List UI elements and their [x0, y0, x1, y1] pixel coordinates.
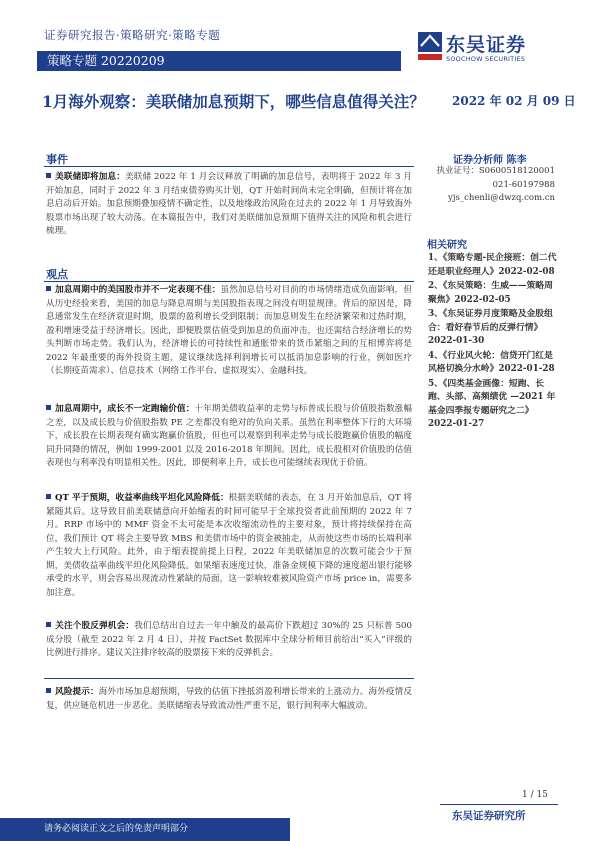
- view-paragraph-1: [46, 284, 412, 379]
- related-item-4[interactable]: 4、《行业风火轮：信贷开门红是风格切换分水岭》2022-01-28: [428, 350, 555, 374]
- disclaimer-bar: 请务必阅读正文之后的免责声明部分: [0, 818, 290, 841]
- report-series-bar: 策略专题 20220209: [37, 51, 401, 71]
- view-paragraph-3: [46, 492, 412, 600]
- bullet-icon: [46, 173, 51, 178]
- related-item-2[interactable]: 2、《东吴策略：生威——策略周聚焦》2022-02-05: [428, 281, 553, 305]
- event-lead: 美联储即将加息：: [55, 172, 125, 182]
- section-label-event: 事件: [46, 153, 68, 166]
- view-lead: 加息周期中，成长不一定跑输价值：: [55, 404, 195, 414]
- view-paragraph-4: [46, 620, 412, 661]
- bullet-icon: [46, 688, 51, 693]
- view-body: 虽然加息信号对目前的市场情绪造成负面影响，但从历史经验来看，美国的加息与降息周期与美国股指表现之间没有明显规律。背后的原因是，降息通常发生在经济衰退时期，股票的盈利增长受到限制；而加息则发生在经济繁荣和过热时期，盈利增速受益于经济增长。因此，即便股票估值受到加息的负面冲击，也还需结合经济增长的势头判断市场走势。我们认为，经济增长的可持续性和通胀带来的货币紧缩之间的互相博弈将是 2022 年最重要的海外投资主题，建议继续选择利润增长可以抵消加息影响的行业，例如医疗（长期疫苗需求）、信息技术（网络工作平台、虚拟现实）、金融科技。: [46, 285, 412, 376]
- view-lead: 关注个股反弹机会：: [55, 621, 135, 631]
- analyst-email: yjs_chenli@dwzq.com.cn: [448, 193, 555, 203]
- analyst-contact: [405, 165, 555, 206]
- view-paragraph-2: [46, 403, 412, 471]
- section-label-views: 观点: [46, 268, 68, 281]
- view-body: 十年期美债收益率的走势与标普成长股与价值股指数涨幅之差，以及成长股与价值股指数 PE 之差都没有绝对的负向关系。虽然在利率整体下行的大环境下，成长股在长期表现有确实跑赢价值股，但也可以观察到利率走势与成长股跑赢价值股的幅度同升同降的情况，例如 1999-2001 以及 2016-2018 年期间。因此，成长股相对价值股的估值表现也与利率没有明显相关性。因此，即便利率上升，成长也可能继续表现优于价值。: [46, 404, 412, 468]
- view-lead: 加息周期中的美国股市并不一定表现不佳：: [55, 285, 221, 295]
- related-research-title: 相关研究: [427, 240, 467, 251]
- report-title: 1月海外观察：美联储加息预期下，哪些信息值得关注？: [42, 92, 425, 111]
- section-rule-risk: [44, 678, 414, 679]
- footer-org: 东吴证券研究所: [452, 810, 526, 822]
- event-body: 美联储 2022 年 1 月会议释放了明确的加息信号，表明将于 2022 年 3 月开始加息，同时于 2022 年 3 月结束债券购买计划，QT 开始时间尚未完全明确，但预计将在加息启动后开始。加息预期叠加疫情不确定性，以及地缘政治风险在过去的 2022 年 1 月导致海外股票市场出现了较大动荡。在本篇报告中，我们对美联储加息预期下值得关注的风险和机会进行梳理。: [46, 172, 412, 236]
- risk-paragraph: [46, 686, 412, 713]
- page-number: 1 / 15: [522, 790, 548, 800]
- logo-mark-icon: [418, 32, 442, 60]
- related-item-3[interactable]: 3、《东吴证券月度策略及金股组合：看好春节后的反弹行情》2022-01-30: [428, 309, 553, 346]
- logo-en-text: SOOCHOW SECURITIES: [446, 55, 526, 63]
- related-research-list: [428, 252, 558, 433]
- risk-lead: 风险提示：: [55, 687, 99, 697]
- analyst-phone: 021-60197988: [492, 179, 555, 190]
- bullet-icon: [46, 286, 51, 291]
- company-logo: [418, 30, 568, 66]
- view-body: 根据美联储的表态，在 3 月开始加息后，QT 将紧随其后。这导致目前美联储意向开始缩表的时间可能早于全球投资者此前预期的 2022 年 7 月。RRP 市场中的 MMF 资金不太可能是本次收缩流动性的主要对象，预计将持续保持在高位，我们预计 QT 将会主要导致 MBS 和美债市场中的资金被抽走，从而使这些市场的长端利率产生较大上行风险。此外，由于缩表提前提上日程，2022 年美联储加息的次数可能会少于预期，美债收益率曲线平坦化风险降低。如果缩表速度过快，准备金规模下降的速度超出银行能够承受的水平，则会容易出现流动性紧缺的局面，这一影响较难被风险资产市场 price in，需要多加注意。: [46, 493, 412, 598]
- analyst-name: 证券分析师 陈李: [453, 155, 527, 166]
- report-category: 证券研究报告·策略研究·策略专题: [44, 28, 221, 42]
- bullet-icon: [46, 405, 51, 410]
- bullet-icon: [46, 494, 51, 499]
- logo-cn-text: 东吴证券: [446, 34, 527, 56]
- view-body: 我们总结出自过去一年中触及的最高价下跌超过 30%的 25 只标普 500 成分股（截至 2022 年 2 月 4 日），并按 FactSet 数据库中全球分析师目前给出“买入”评级的比例进行排序。建议关注排序较高的股票接下来的反弹机会。: [46, 621, 412, 658]
- risk-body: 海外市场加息超预期，导致的估值下挫抵消盈利增长带来的上涨动力。海外疫情反复，供应链危机进一步恶化。美联储缩表导致流动性严重不足，银行间利率大幅波动。: [46, 687, 412, 711]
- section-rule-views: [44, 281, 414, 282]
- event-paragraph: [46, 171, 412, 239]
- view-lead: QT 平于预期，收益率曲线平坦化风险降低：: [55, 493, 229, 503]
- bullet-icon: [46, 622, 51, 627]
- related-item-5[interactable]: 5、《四类基金画像：短跑、长跑、头部、高频绩优 —2021 年基金四季报专题研究之二》2022-01-27: [428, 378, 556, 429]
- analyst-license: 执业证号：S0600518120001: [436, 166, 555, 176]
- related-item-1[interactable]: 1、《策略专题-民企接班：创二代还是职业经理人》2022-02-08: [428, 253, 557, 277]
- section-rule-event: [44, 166, 414, 167]
- report-date: 2022 年 02 月 09 日: [452, 94, 576, 108]
- footer-rule: [440, 804, 558, 805]
